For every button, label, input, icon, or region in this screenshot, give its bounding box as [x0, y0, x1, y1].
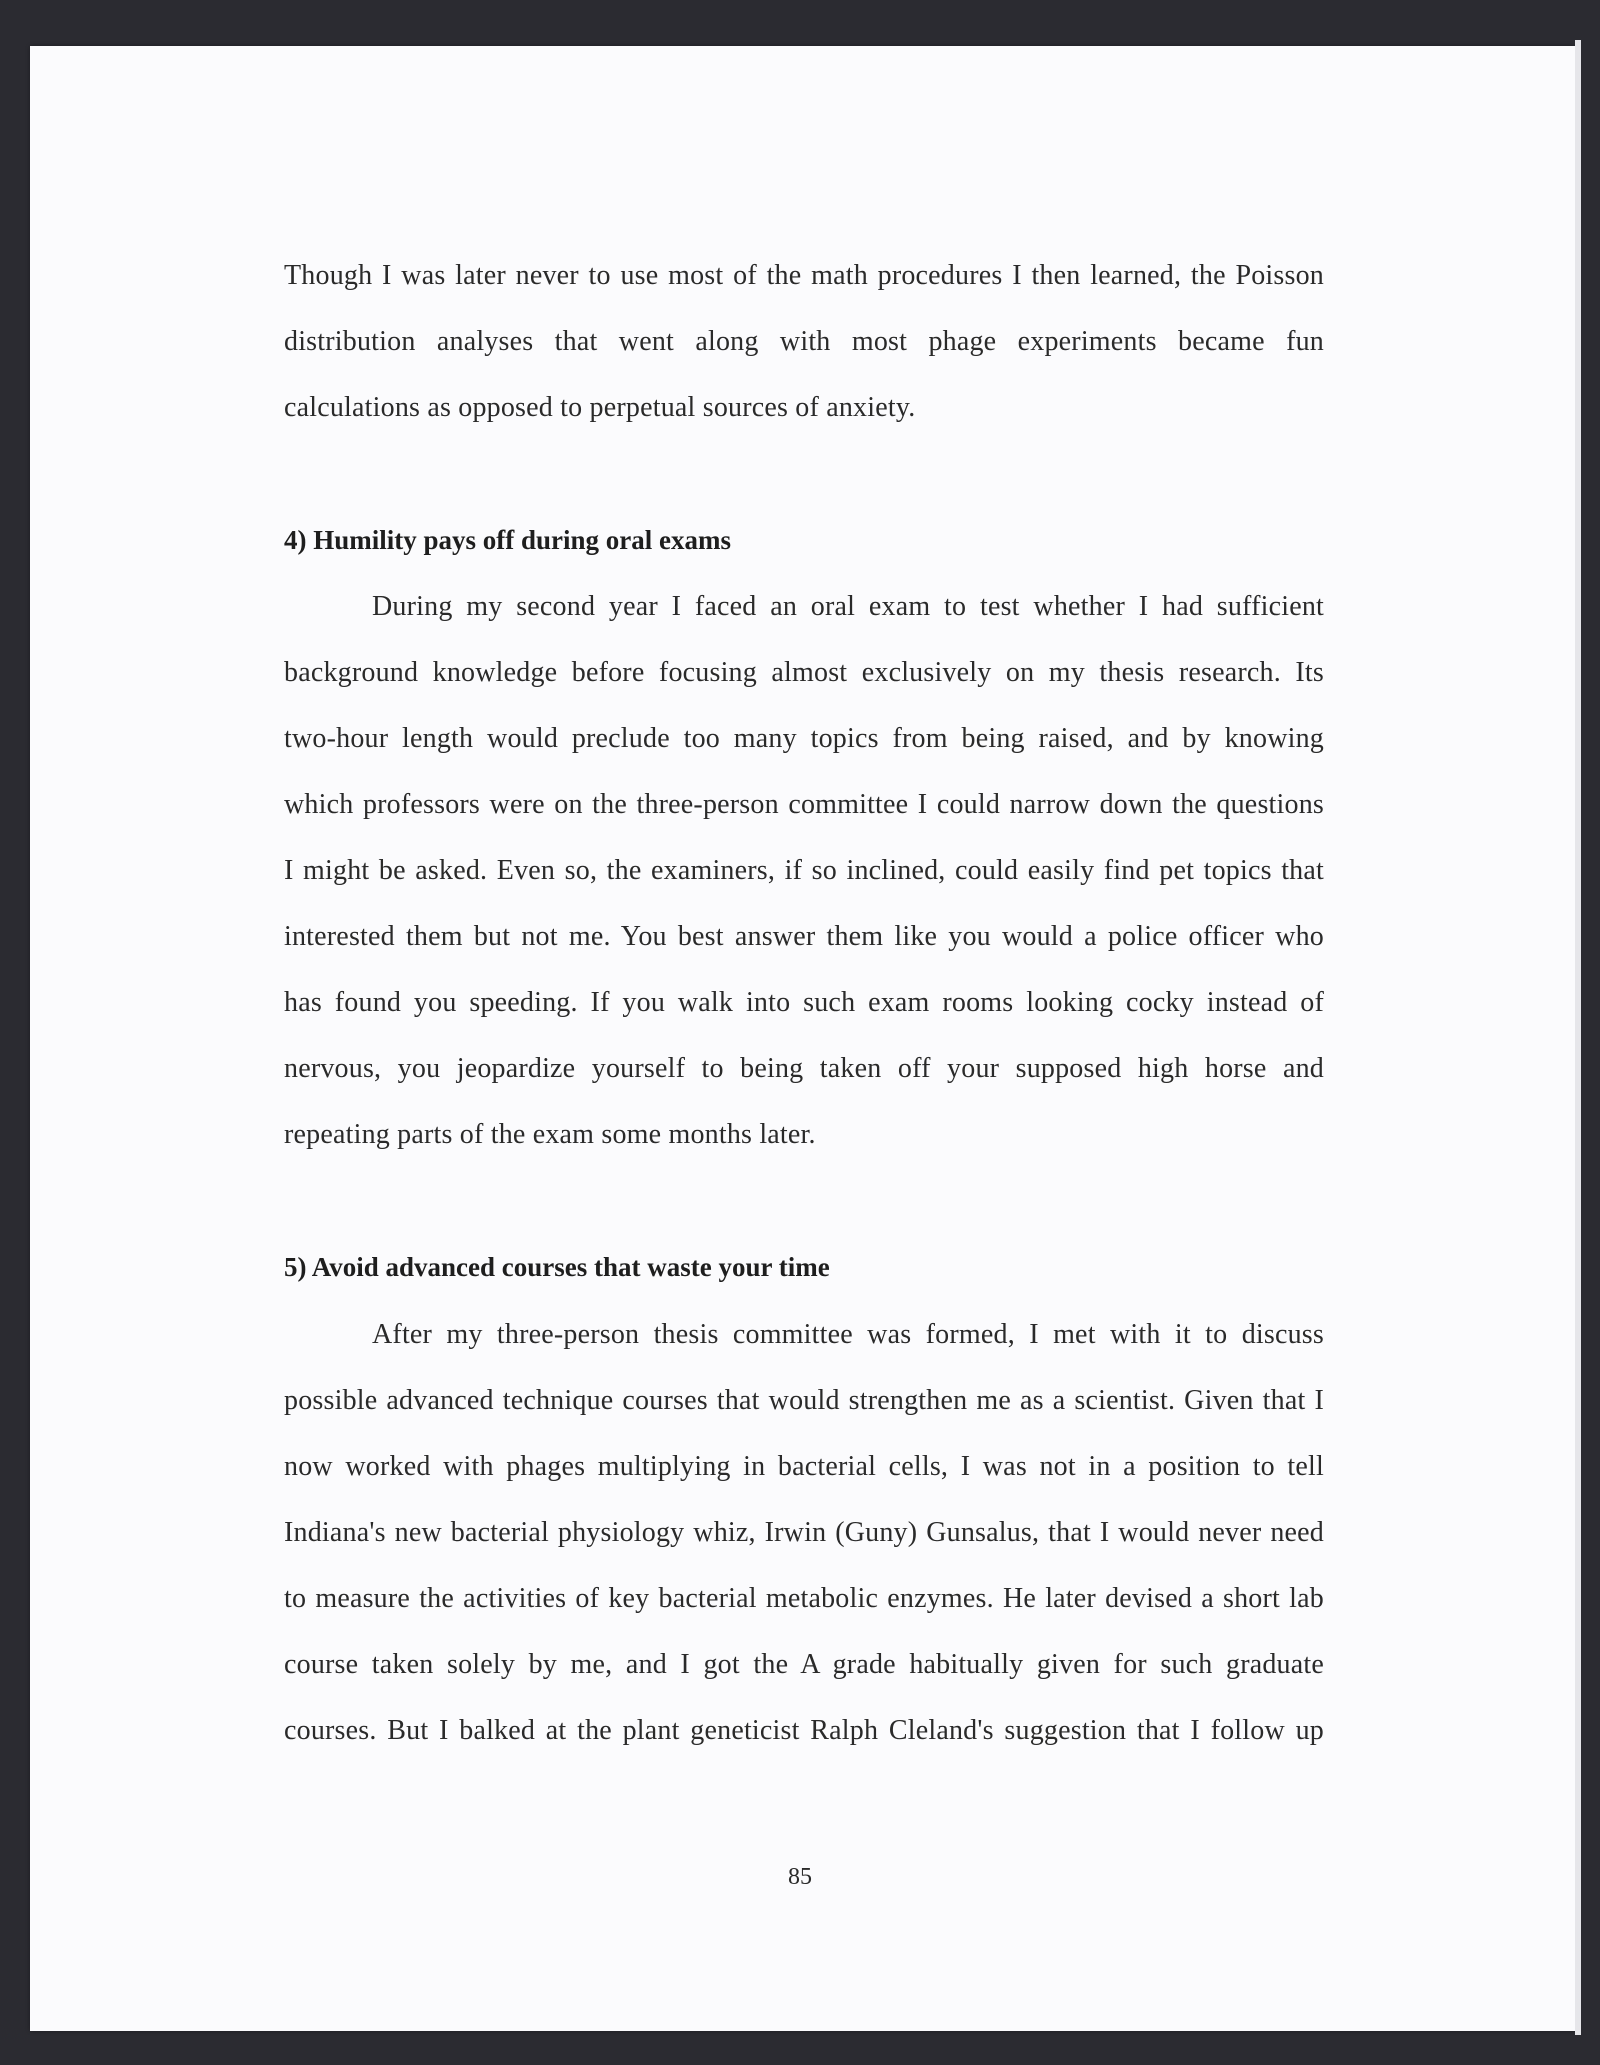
page-number: 85 [788, 1864, 812, 1890]
section-heading-4: 4) Humility pays off during oral exams [284, 525, 732, 555]
paragraph-line: now worked with phages multiplying in bacterial cells, I was not in a position to tell [284, 1451, 1324, 1482]
paragraph-line: After my three-person thesis committee was formed, I met with it to discuss [372, 1319, 1324, 1350]
page-edge [1575, 40, 1581, 2035]
paragraph-line: which professors were on the three-person committee I could narrow down the questions [284, 789, 1324, 820]
paragraph-line: During my second year I faced an oral exam to test whether I had sufficient [372, 591, 1324, 622]
paragraph-line: to measure the activities of key bacterial metabolic enzymes. He later devised a short lab [284, 1583, 1324, 1614]
paragraph-line: repeating parts of the exam some months later. [284, 1119, 816, 1150]
paragraph-line: possible advanced technique courses that would strengthen me as a scientist. Given that I [284, 1385, 1324, 1416]
paragraph-line: two-hour length would preclude too many topics from being raised, and by knowing [284, 723, 1324, 754]
paragraph-line: has found you speeding. If you walk into such exam rooms looking cocky instead of [284, 987, 1324, 1018]
paragraph-line: distribution analyses that went along with most phage experiments became fun [284, 326, 1324, 357]
paragraph-line: course taken solely by me, and I got the A grade habitually given for such graduate [284, 1649, 1324, 1680]
paragraph-line: Though I was later never to use most of the math procedures I then learned, the Poisson [284, 260, 1324, 291]
section-heading-5: 5) Avoid advanced courses that waste your time [284, 1252, 830, 1282]
paragraph-line: calculations as opposed to perpetual sources of anxiety. [284, 392, 916, 423]
paragraph-line: I might be asked. Even so, the examiners, if so inclined, could easily find pet topics that [284, 855, 1324, 886]
paragraph-3 [284, 1302, 1324, 1764]
paragraph-line: Indiana's new bacterial physiology whiz, Irwin (Guny) Gunsalus, that I would never need [284, 1517, 1324, 1548]
paragraph-line: nervous, you jeopardize yourself to being taken off your supposed high horse and [284, 1053, 1324, 1084]
paragraph-line: courses. But I balked at the plant geneticist Ralph Cleland's suggestion that I follow up [284, 1715, 1324, 1746]
paragraph-line: interested them but not me. You best answer them like you would a police officer who [284, 921, 1324, 952]
paragraph-2 [284, 574, 1324, 1168]
paragraph-1 [284, 243, 1324, 441]
paragraph-line: background knowledge before focusing almost exclusively on my thesis research. Its [284, 657, 1324, 688]
